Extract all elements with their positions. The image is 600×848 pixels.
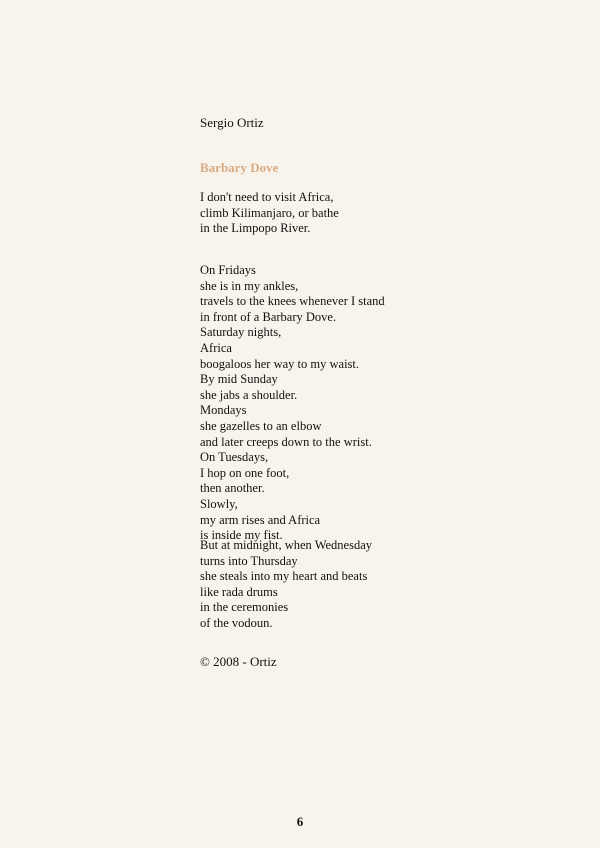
poem-line: and later creeps down to the wrist.	[200, 434, 372, 449]
poem-line: I don't need to visit Africa,	[200, 190, 334, 204]
poem-line: Africa	[200, 340, 232, 355]
poem-line: On Fridays	[200, 263, 256, 277]
poem-title: Barbary Dove	[200, 160, 279, 175]
poem-line: she is in my ankles,	[200, 278, 299, 293]
poem-line: she gazelles to an elbow	[200, 418, 322, 433]
poem-line: in the Limpopo River.	[200, 221, 311, 236]
poem-line: like rada drums	[200, 584, 278, 599]
poem-line: On Tuesdays,	[200, 450, 269, 465]
poem-stanza-2	[200, 263, 385, 544]
poem-line: boogaloos her way to my waist.	[200, 356, 360, 371]
poem-line: of the vodoun.	[200, 615, 273, 630]
poem-line: then another.	[200, 481, 265, 496]
poem-line: in front of a Barbary Dove.	[200, 309, 337, 324]
author-name: Sergio Ortiz	[200, 115, 264, 130]
poem-line: she jabs a shoulder.	[200, 387, 298, 402]
poem-stanza-1	[200, 190, 339, 237]
poem-line: my arm rises and Africa	[200, 512, 321, 527]
copyright-notice: © 2008 - Ortiz	[200, 654, 277, 669]
poem-line: Saturday nights,	[200, 325, 282, 340]
poem-line: climb Kilimanjaro, or bathe	[200, 205, 339, 220]
poem-line: turns into Thursday	[200, 553, 298, 568]
poem-stanza-3	[200, 538, 372, 632]
poem-line: is inside my fist.	[200, 528, 283, 543]
poem-line: travels to the knees whenever I stand	[200, 294, 385, 309]
poem-line: I hop on one foot,	[200, 465, 290, 480]
page-number: 6	[296, 814, 304, 829]
poem-line: By mid Sunday	[200, 372, 278, 387]
poem-line: Slowly,	[200, 496, 238, 511]
poem-line: But at midnight, when Wednesday	[200, 538, 373, 552]
poem-line: in the ceremonies	[200, 600, 289, 615]
poem-line: she steals into my heart and beats	[200, 569, 368, 584]
poem-line: Mondays	[200, 403, 247, 418]
